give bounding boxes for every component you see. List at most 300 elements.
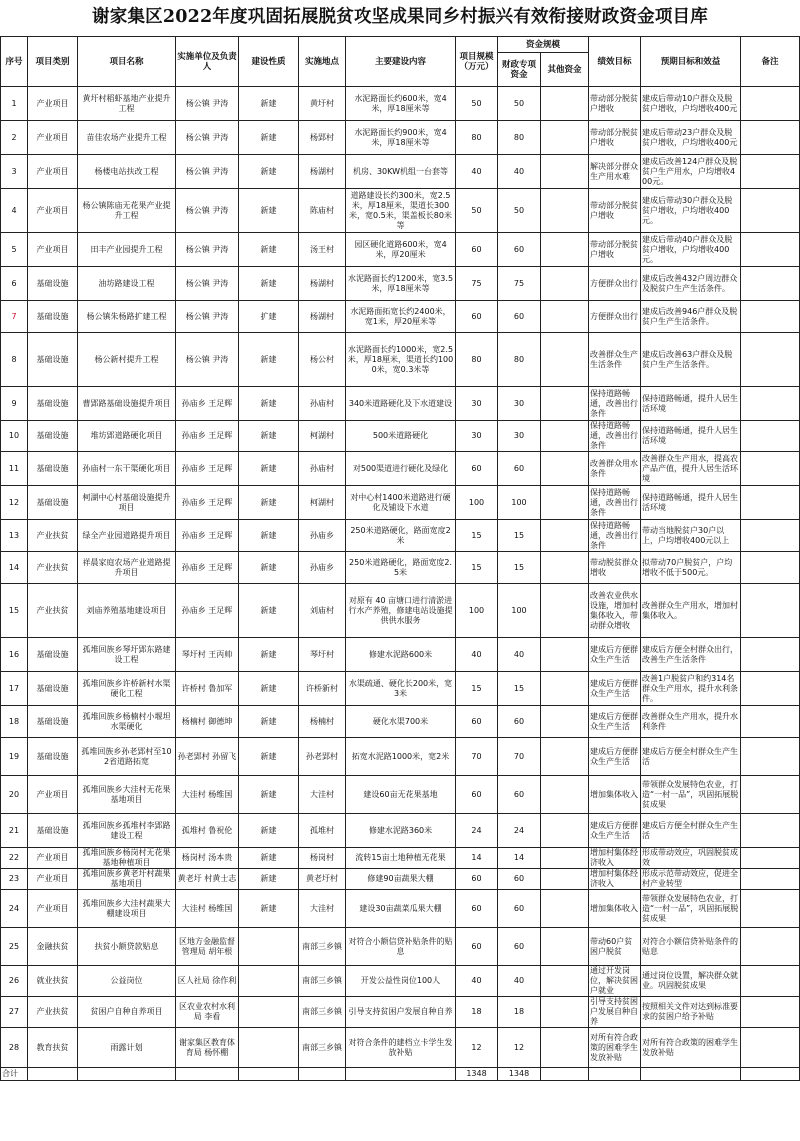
cell-content: 建设60亩无花果基地 [346,776,456,814]
cell-seq: 6 [1,267,28,301]
cell-other [541,584,589,638]
cell-content: 340米道路硬化及下水道建设 [346,387,456,421]
cell-nature: 新建 [239,333,299,387]
cell-nature: 新建 [239,87,299,121]
cell-target: 保持道路畅通，改善出行条件 [589,486,641,520]
cell-name: 扶贫小额贷款贴息 [78,928,176,966]
cell-location: 许桥新村 [299,672,346,706]
cell-content: 250米道路硬化，路面宽度2米 [346,520,456,552]
cell-content: 流转15亩土地种植无花果 [346,848,456,869]
cell-unit: 杨公镇 尹涛 [176,267,239,301]
cell-name: 绿全产业园道路提升项目 [78,520,176,552]
cell-location: 孤堆村 [299,814,346,848]
cell-nature: 新建 [239,387,299,421]
total-empty [78,1068,176,1081]
cell-benefit: 建成后带动10户群众及脱贫户增收，户均增收400元 [641,87,741,121]
cell-scale: 30 [456,421,498,452]
table-row [1,1028,800,1068]
cell-fiscal: 18 [498,997,541,1028]
cell-fiscal: 60 [498,706,541,738]
cell-remark [741,638,800,672]
cell-target: 引导支持贫困户发展自种自养 [589,997,641,1028]
cell-nature: 新建 [239,890,299,928]
cell-name: 田丰产业园提升工程 [78,233,176,267]
cell-remark [741,869,800,890]
cell-benefit: 对符合小额信贷补贴条件的贴息 [641,928,741,966]
cell-seq: 19 [1,738,28,776]
cell-nature: 新建 [239,452,299,486]
cell-seq: 2 [1,121,28,155]
cell-nature [239,1028,299,1068]
cell-benefit: 带领群众发展特色农业，打造“一村一品”，巩固拓展脱贫成果 [641,890,741,928]
cell-name: 孤堆回族乡大洼村无花果基地项目 [78,776,176,814]
cell-unit: 孤堆村 鲁祝伦 [176,814,239,848]
header-category: 项目类别 [28,37,78,87]
header-content: 主要建设内容 [346,37,456,87]
cell-category: 产业项目 [28,189,78,233]
cell-unit: 杨公镇 尹涛 [176,233,239,267]
cell-nature: 新建 [239,672,299,706]
cell-nature [239,966,299,997]
cell-nature: 新建 [239,486,299,520]
cell-scale: 15 [456,672,498,706]
cell-location: 南部三乡镇 [299,997,346,1028]
cell-category: 产业项目 [28,233,78,267]
cell-category: 产业项目 [28,121,78,155]
cell-benefit: 保持道路畅通，提升人居生活环境 [641,421,741,452]
cell-name: 贫困户自种自养项目 [78,997,176,1028]
table-row [1,452,800,486]
cell-seq: 1 [1,87,28,121]
cell-location: 杨湖村 [299,301,346,333]
cell-category: 产业项目 [28,87,78,121]
cell-location: 杨岗村 [299,848,346,869]
cell-remark [741,387,800,421]
table-row [1,87,800,121]
table-row [1,638,800,672]
cell-location: 陈庙村 [299,189,346,233]
cell-other [541,387,589,421]
cell-location: 杨楠村 [299,706,346,738]
cell-unit: 孙庙乡 王足辉 [176,552,239,584]
cell-unit: 黄老圩 村黄士志 [176,869,239,890]
cell-category: 基础设施 [28,387,78,421]
total-empty [589,1068,641,1081]
cell-seq: 8 [1,333,28,387]
cell-location: 琴圩村 [299,638,346,672]
cell-category: 基础设施 [28,267,78,301]
cell-seq: 9 [1,387,28,421]
cell-unit: 孙庙乡 王足辉 [176,486,239,520]
cell-scale: 100 [456,584,498,638]
table-row [1,486,800,520]
cell-remark [741,738,800,776]
cell-remark [741,584,800,638]
cell-content: 修建水泥路360米 [346,814,456,848]
cell-seq: 20 [1,776,28,814]
cell-remark [741,452,800,486]
cell-seq: 21 [1,814,28,848]
table-row [1,552,800,584]
cell-name: 孤堆回族乡孙老郢村至102省道路拓宽 [78,738,176,776]
cell-scale: 80 [456,333,498,387]
table-row [1,738,800,776]
cell-fiscal: 30 [498,421,541,452]
cell-nature [239,928,299,966]
cell-seq: 3 [1,155,28,189]
cell-name: 黄圩村稻虾基地产业提升工程 [78,87,176,121]
cell-category: 基础设施 [28,333,78,387]
cell-category: 基础设施 [28,706,78,738]
cell-seq: 16 [1,638,28,672]
cell-benefit: 建成后改善63户群众及脱贫户生产生活条件。 [641,333,741,387]
cell-nature: 新建 [239,706,299,738]
cell-category: 基础设施 [28,672,78,706]
table-row [1,189,800,233]
cell-target: 改善群众生产生活条件 [589,333,641,387]
page-title: 谢家集区2022年度巩固拓展脱贫攻坚成果同乡村振兴有效衔接财政资金项目库 [92,7,708,27]
cell-other [541,233,589,267]
cell-scale: 40 [456,638,498,672]
cell-scale: 14 [456,848,498,869]
cell-location: 杨湖村 [299,267,346,301]
cell-content: 修建水泥路600米 [346,638,456,672]
cell-location: 黄老圩村 [299,869,346,890]
total-empty [28,1068,78,1081]
cell-nature: 新建 [239,638,299,672]
cell-location: 柯湖村 [299,421,346,452]
cell-nature: 新建 [239,421,299,452]
cell-benefit: 改善1户脱贫户和约314名群众生产用水，提升水利条件。 [641,672,741,706]
cell-other [541,738,589,776]
cell-location: 大洼村 [299,890,346,928]
cell-name: 杨公新村提升工程 [78,333,176,387]
cell-scale: 60 [456,869,498,890]
cell-name: 祥晨家庭农场产业道路提升项目 [78,552,176,584]
cell-other [541,928,589,966]
cell-name: 孙庙村一东干渠硬化项目 [78,452,176,486]
cell-other [541,672,589,706]
cell-fiscal: 100 [498,486,541,520]
cell-name: 孤堆回族乡许桥新村水渠硬化工程 [78,672,176,706]
cell-seq: 11 [1,452,28,486]
cell-target: 带动部分脱贫户增收 [589,121,641,155]
cell-other [541,966,589,997]
cell-benefit: 改善群众生产用水，提升水利条件 [641,706,741,738]
table-row [1,672,800,706]
cell-content: 对符合条件的建档立卡学生发放补贴 [346,1028,456,1068]
cell-benefit: 建成后方便全村群众生产生活 [641,738,741,776]
cell-other [541,333,589,387]
cell-location: 孙庙村 [299,452,346,486]
table-row [1,890,800,928]
cell-fiscal: 80 [498,121,541,155]
cell-location: 孙庙乡 [299,520,346,552]
table-row [1,706,800,738]
cell-other [541,189,589,233]
cell-content: 水泥路面长约1000米，宽2.5米，厚18厘米，渠道长约1000米，宽0.3米等 [346,333,456,387]
cell-name: 孤堆回族乡黄老圩村蔬果基地项目 [78,869,176,890]
cell-scale: 60 [456,452,498,486]
cell-nature: 新建 [239,584,299,638]
cell-unit: 孙庙乡 王足辉 [176,584,239,638]
table-row [1,966,800,997]
cell-benefit: 建成后改善124户群众及脱贫户生产用水，户均增收400元。 [641,155,741,189]
cell-nature: 新建 [239,267,299,301]
cell-target: 建成后方便群众生产生活 [589,814,641,848]
cell-seq: 25 [1,928,28,966]
cell-target: 建成后方便群众生产生活 [589,638,641,672]
cell-unit: 孙庙乡 王足辉 [176,421,239,452]
cell-target: 建成后方便群众生产生活 [589,672,641,706]
cell-fiscal: 24 [498,814,541,848]
cell-location: 杨湖村 [299,155,346,189]
cell-fiscal: 50 [498,189,541,233]
cell-scale: 60 [456,233,498,267]
cell-benefit: 带动当地脱贫户30户以上，户均增收400元以上 [641,520,741,552]
cell-remark [741,890,800,928]
cell-benefit: 按照相关文件对达到标准要求的贫困户给予补贴 [641,997,741,1028]
cell-other [541,848,589,869]
cell-target: 对所有符合政策的困难学生发放补贴 [589,1028,641,1068]
cell-other [541,1028,589,1068]
header-location: 实施地点 [299,37,346,87]
cell-content: 开发公益性岗位100人 [346,966,456,997]
cell-other [541,869,589,890]
cell-location: 杨郢村 [299,121,346,155]
cell-content: 对原有 40 亩塘口进行清淤进行水产养殖，修建电站设施提供供水服务 [346,584,456,638]
cell-content: 修建90亩蔬果大棚 [346,869,456,890]
cell-target: 改善农业供水设施，增加村集体收入，带动群众增收 [589,584,641,638]
total-label: 合计 [1,1068,28,1081]
total-empty [541,1068,589,1081]
cell-benefit: 带领群众发展特色农业，打造“一村一品”，巩固拓展脱贫成果 [641,776,741,814]
cell-remark [741,121,800,155]
cell-scale: 40 [456,966,498,997]
cell-remark [741,155,800,189]
cell-scale: 70 [456,738,498,776]
cell-unit: 杨公镇 尹涛 [176,301,239,333]
cell-content: 水渠疏通、硬化长200米，宽3米 [346,672,456,706]
cell-category: 产业扶贫 [28,520,78,552]
cell-scale: 60 [456,706,498,738]
cell-category: 产业项目 [28,869,78,890]
cell-fiscal: 40 [498,966,541,997]
cell-fiscal: 60 [498,776,541,814]
table-row [1,233,800,267]
cell-content: 引导支持贫困户发展自种自养 [346,997,456,1028]
cell-category: 产业扶贫 [28,552,78,584]
cell-content: 硬化水渠700米 [346,706,456,738]
cell-content: 道路建设长约300米，宽2.5米，厚18厘米，渠道长300米，宽0.5米，渠盖板长80米等 [346,189,456,233]
cell-content: 对500渠道进行硬化及绿化 [346,452,456,486]
cell-fiscal: 100 [498,584,541,638]
cell-fiscal: 75 [498,267,541,301]
cell-benefit: 建成后改善946户群众及脱贫户生产生活条件。 [641,301,741,333]
cell-benefit: 改善群众生产用水，提高农产品产值，提升人居生活环境 [641,452,741,486]
header-name: 项目名称 [78,37,176,87]
cell-fiscal: 40 [498,638,541,672]
cell-seq: 18 [1,706,28,738]
cell-nature: 新建 [239,814,299,848]
cell-target: 增加集体收入 [589,890,641,928]
cell-name: 杨公镇朱杨路扩建工程 [78,301,176,333]
cell-nature: 新建 [239,738,299,776]
cell-other [541,452,589,486]
cell-remark [741,421,800,452]
cell-benefit: 改善群众生产用水，增加村集体收入。 [641,584,741,638]
cell-other [541,520,589,552]
cell-location: 孙庙乡 [299,552,346,584]
total-fiscal: 1348 [498,1068,541,1081]
cell-target: 带动部分脱贫户增收 [589,87,641,121]
cell-location: 孙庙村 [299,387,346,421]
cell-benefit: 通过岗位设置，解决群众就业。巩固脱贫成果 [641,966,741,997]
cell-content: 建设30亩蔬菜瓜果大棚 [346,890,456,928]
cell-benefit: 对所有符合政策的困难学生发放补贴 [641,1028,741,1068]
cell-name: 孤堆回族乡杨岗村无花果基地种植项目 [78,848,176,869]
cell-name: 刘庙养殖基地建设项目 [78,584,176,638]
cell-remark [741,486,800,520]
cell-name: 孤堆回族乡大洼村蔬果大棚建设项目 [78,890,176,928]
cell-nature: 新建 [239,121,299,155]
cell-category: 教育扶贫 [28,1028,78,1068]
cell-seq: 13 [1,520,28,552]
cell-location: 汤王村 [299,233,346,267]
total-empty [239,1068,299,1081]
cell-fiscal: 60 [498,869,541,890]
cell-unit: 孙老郢村 孙留飞 [176,738,239,776]
table-body [1,87,800,1068]
cell-target: 带动脱贫群众增收 [589,552,641,584]
cell-other [541,87,589,121]
cell-remark [741,520,800,552]
cell-name: 杨楼电站扶改工程 [78,155,176,189]
cell-target: 增加集体收入 [589,776,641,814]
cell-location: 柯湖村 [299,486,346,520]
cell-seq: 26 [1,966,28,997]
cell-unit: 区人社局 徐作利 [176,966,239,997]
cell-fiscal: 15 [498,552,541,584]
cell-location: 杨公村 [299,333,346,387]
cell-name: 堆坊郢道路硬化项目 [78,421,176,452]
cell-target: 保持道路畅通，改善出行条件 [589,421,641,452]
cell-category: 产业扶贫 [28,584,78,638]
cell-category: 产业扶贫 [28,997,78,1028]
table-row [1,848,800,869]
cell-location: 南部三乡镇 [299,966,346,997]
cell-content: 对中心村1400米道路进行硬化及铺设下水道 [346,486,456,520]
cell-remark [741,233,800,267]
table-row [1,997,800,1028]
cell-benefit: 形成示范带动效应，促进全村产业转型 [641,869,741,890]
cell-fiscal: 60 [498,452,541,486]
cell-nature: 新建 [239,189,299,233]
cell-remark [741,966,800,997]
cell-remark [741,997,800,1028]
cell-remark [741,189,800,233]
cell-other [541,776,589,814]
cell-content: 园区硬化道路600米，宽4米，厚20厘米 [346,233,456,267]
cell-scale: 60 [456,928,498,966]
table-row [1,776,800,814]
cell-benefit: 拟带动70户脱贫户，户均增收不低于500元。 [641,552,741,584]
cell-unit: 杨公镇 尹涛 [176,189,239,233]
cell-nature: 新建 [239,155,299,189]
cell-fiscal: 60 [498,233,541,267]
cell-benefit: 建成后带动40户群众及脱贫户增收，户均增收400元。 [641,233,741,267]
cell-category: 基础设施 [28,738,78,776]
cell-unit: 琴圩村 王丙帅 [176,638,239,672]
cell-remark [741,552,800,584]
cell-category: 产业项目 [28,848,78,869]
cell-nature: 新建 [239,776,299,814]
cell-category: 基础设施 [28,301,78,333]
cell-fiscal: 70 [498,738,541,776]
cell-unit: 孙庙乡 王足辉 [176,520,239,552]
cell-nature: 新建 [239,848,299,869]
cell-nature: 新建 [239,520,299,552]
table-row [1,520,800,552]
cell-category: 基础设施 [28,814,78,848]
cell-other [541,301,589,333]
cell-benefit: 建成后改善432户周边群众及脱贫户生产生活条件。 [641,267,741,301]
table-row [1,121,800,155]
cell-remark [741,672,800,706]
cell-fiscal: 40 [498,155,541,189]
cell-unit: 谢家集区教育体育局 杨怀棚 [176,1028,239,1068]
header-fiscal: 财政专项资金 [498,53,541,87]
cell-seq: 5 [1,233,28,267]
cell-content: 对符合小额信贷补贴条件的贴息 [346,928,456,966]
cell-location: 大洼村 [299,776,346,814]
cell-seq: 10 [1,421,28,452]
cell-scale: 50 [456,87,498,121]
cell-target: 带动60户贫困户脱贫 [589,928,641,966]
cell-category: 金融扶贫 [28,928,78,966]
cell-fiscal: 15 [498,520,541,552]
cell-name: 孤堆回族乡杨楠村小堰坦水渠硬化 [78,706,176,738]
cell-seq: 15 [1,584,28,638]
cell-other [541,890,589,928]
cell-unit: 杨楠村 御德坤 [176,706,239,738]
header-other: 其他资金 [541,53,589,87]
table-row [1,301,800,333]
cell-target: 带动部分脱贫户增收 [589,189,641,233]
cell-remark [741,301,800,333]
cell-content: 机房、30KW机组一台套等 [346,155,456,189]
cell-scale: 18 [456,997,498,1028]
cell-target: 建成后方便群众生产生活 [589,706,641,738]
cell-scale: 30 [456,387,498,421]
header-fund-scale: 资金规模 [498,37,589,53]
total-empty [741,1068,800,1081]
cell-category: 基础设施 [28,452,78,486]
cell-other [541,121,589,155]
cell-other [541,267,589,301]
cell-benefit: 形成带动效应，巩固脱贫成效 [641,848,741,869]
header-seq: 序号 [1,37,28,87]
cell-other [541,997,589,1028]
cell-name: 孤堆回族乡孤堆村李郢路建设工程 [78,814,176,848]
cell-content: 拓宽水泥路1000米，宽2米 [346,738,456,776]
cell-category: 产业项目 [28,890,78,928]
table-row [1,814,800,848]
cell-seq: 7 [1,301,28,333]
cell-target: 增加村集体经济收入 [589,848,641,869]
cell-scale: 50 [456,189,498,233]
cell-unit: 杨公镇 尹涛 [176,155,239,189]
